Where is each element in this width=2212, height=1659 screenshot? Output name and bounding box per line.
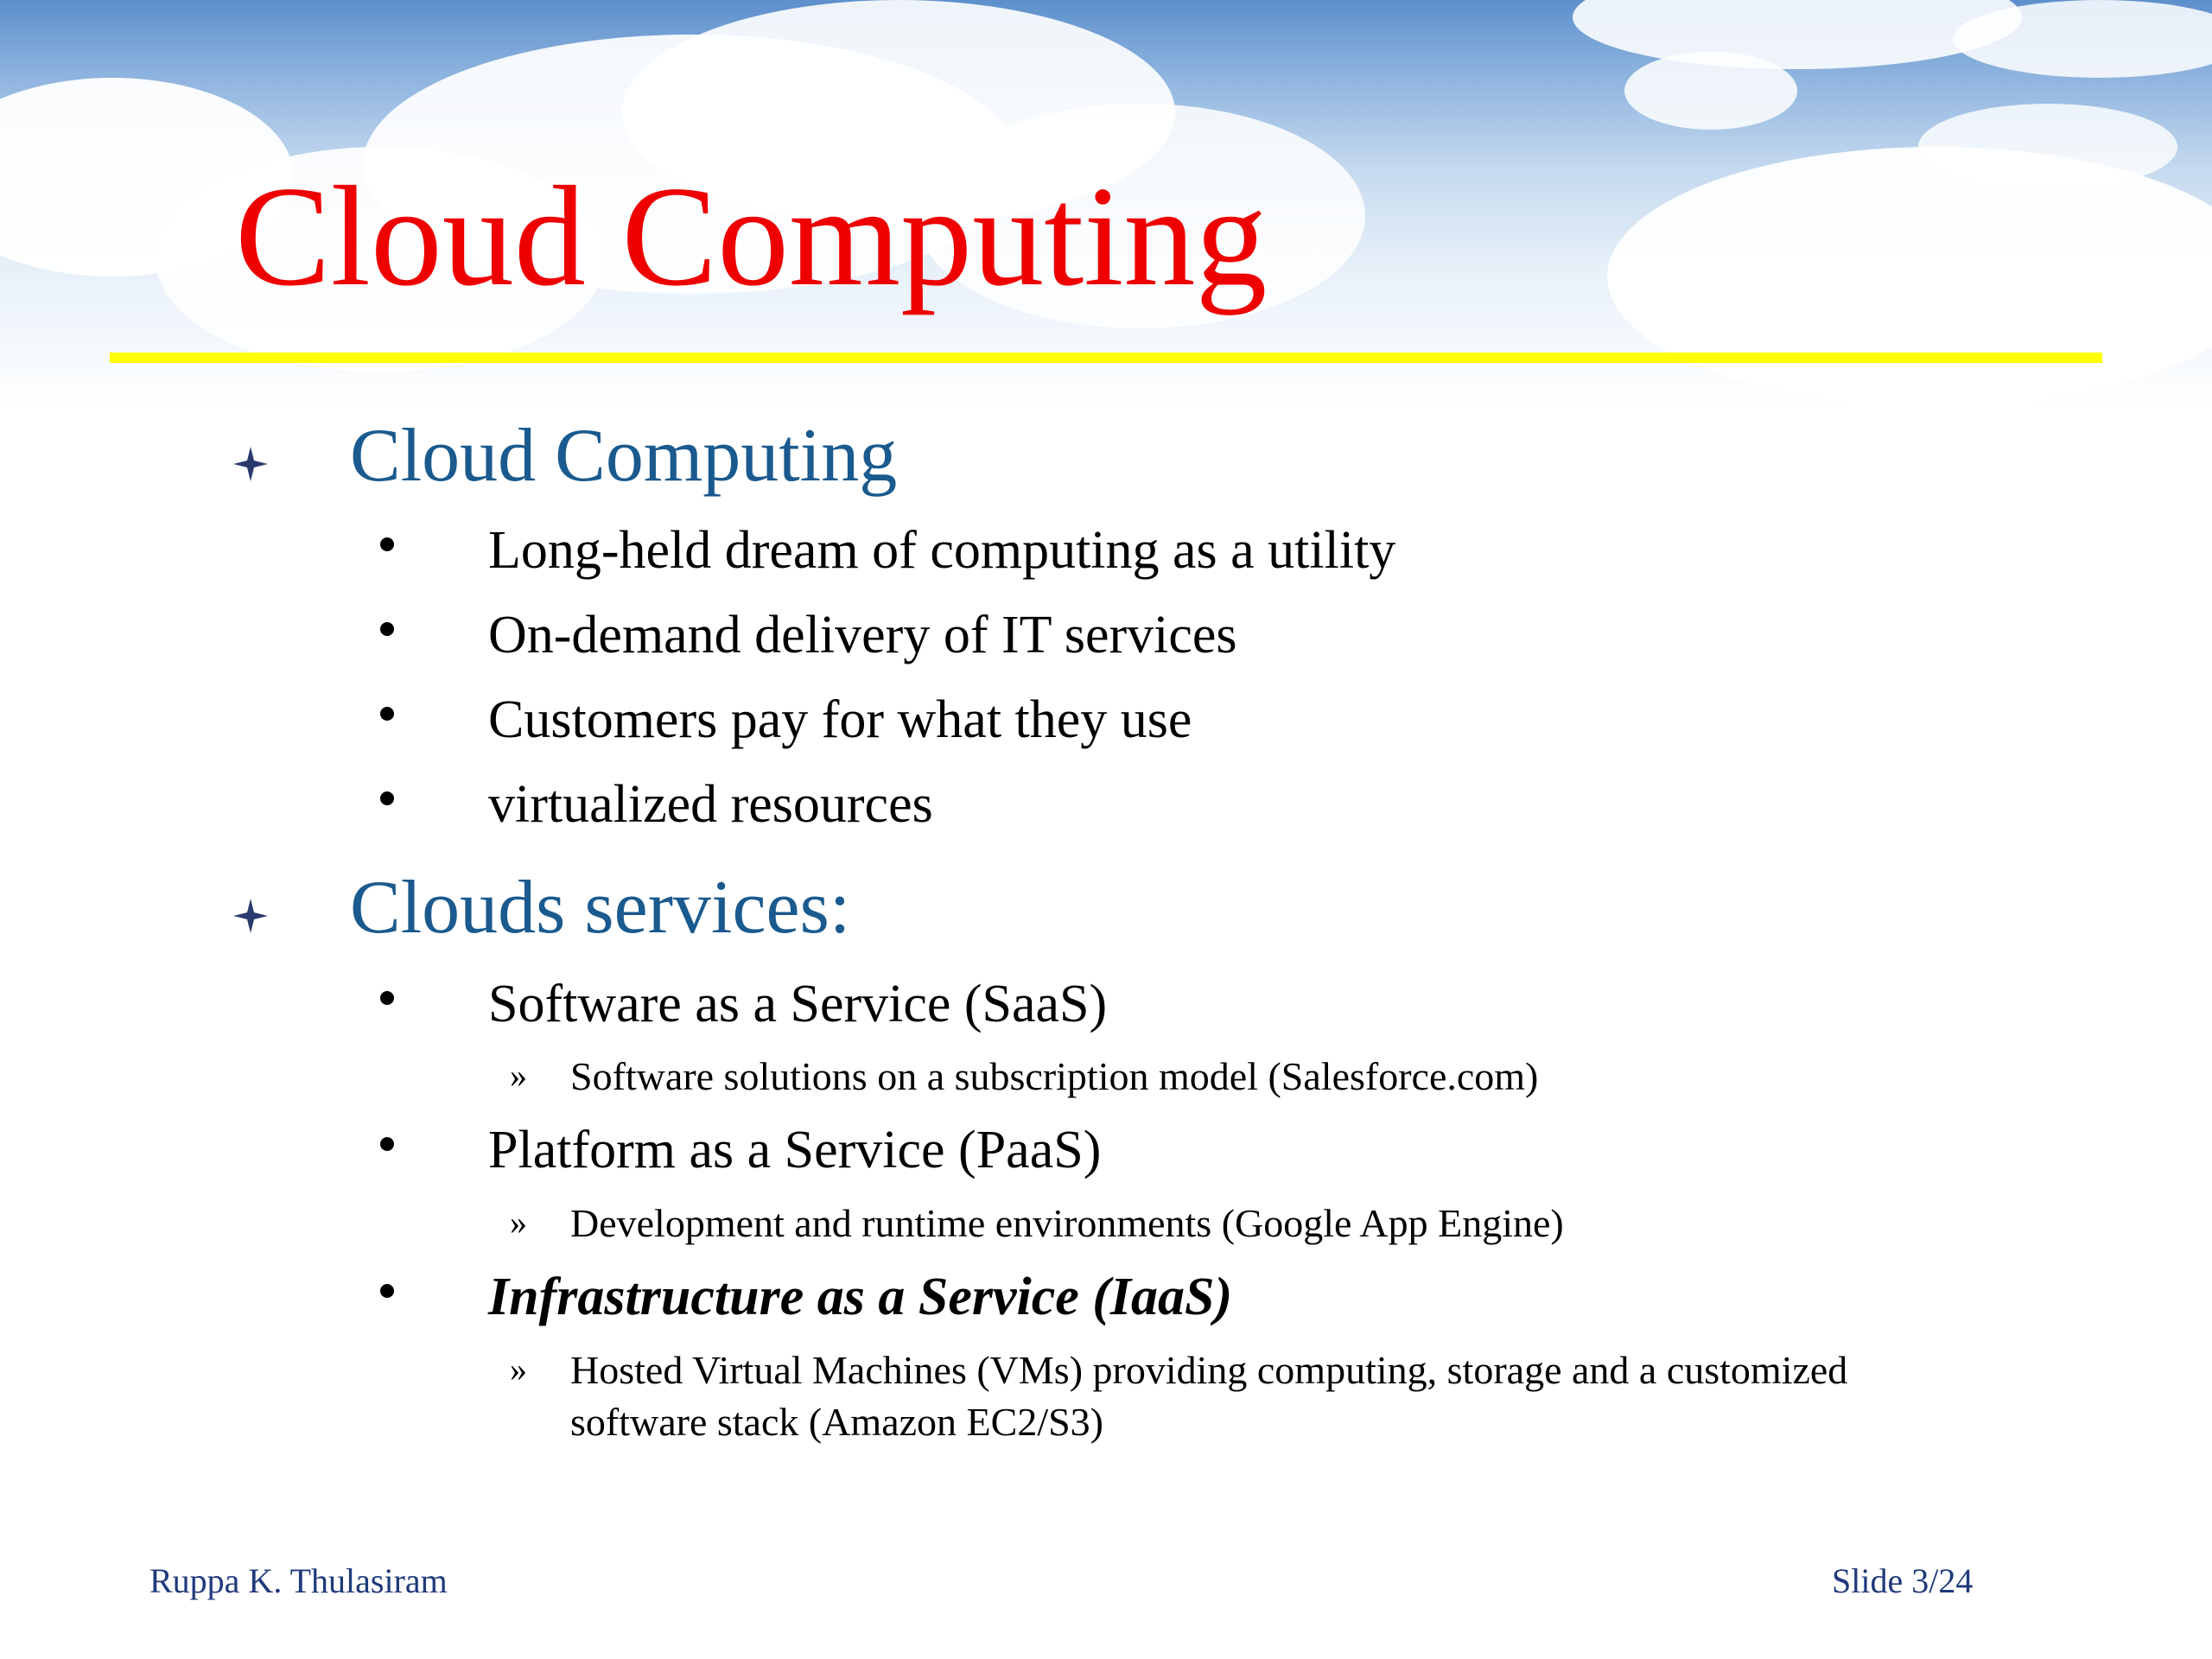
bullet-dot [380,707,394,721]
sub-bullet-text: Development and runtime environments (Google App Engine) [570,1201,1564,1245]
section-heading: Cloud Computing [350,414,898,498]
footer-slide-number: Slide 3/24 [1832,1561,1974,1600]
four-point-star-icon [233,447,268,481]
slide-title: Cloud Computing [235,156,1268,315]
bullet-text: Platform as a Service (PaaS) [488,1121,1102,1179]
sub-bullet-marker: » [510,1056,527,1095]
bullet-text: Long-held dream of computing as a utility [488,521,1396,580]
sub-bullet-text: Hosted Virtual Machines (VMs) providing computing, storage and a customized software stack (Amazon EC2/S3) [570,1348,1848,1444]
bullet-dot [380,991,394,1005]
sub-bullet-marker: » [510,1350,527,1389]
four-point-star-icon [233,899,268,933]
sub-bullet-text: Software solutions on a subscription model (Salesforce.com) [570,1054,1539,1098]
bullet-text: virtualized resources [488,775,933,834]
sub-bullet-marker: » [510,1203,527,1242]
bullet-text-emphasized: Infrastructure as a Service (IaaS) [488,1268,1233,1326]
bullet-text: Software as a Service (SaaS) [488,975,1108,1033]
bullet-text: On-demand delivery of IT services [488,606,1237,664]
bullet-dot [380,622,394,636]
bullet-dot [380,1284,394,1298]
bullet-text: Customers pay for what they use [488,690,1192,749]
footer-author: Ruppa K. Thulasiram [149,1561,448,1600]
bullet-dot [380,1137,394,1151]
section-heading: Clouds services: [350,866,851,950]
bullet-dot [380,537,394,551]
bullet-dot [380,791,394,805]
